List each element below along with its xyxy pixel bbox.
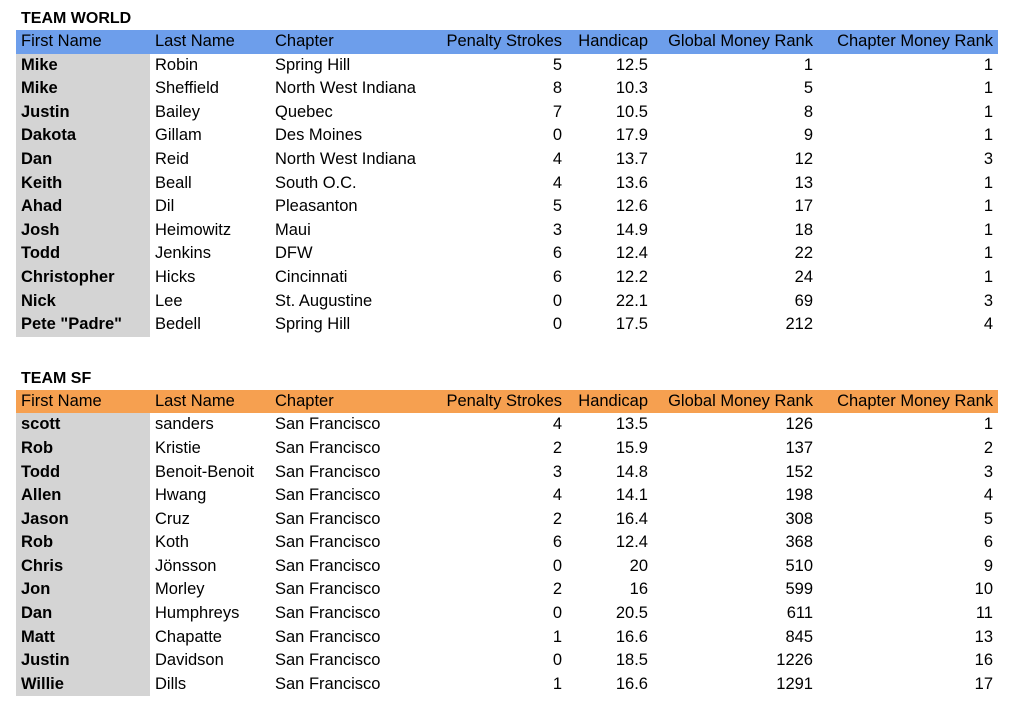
table-row <box>16 290 998 314</box>
cell-global-money-rank[interactable]: 1 <box>803 55 813 74</box>
cell-chapter-money-rank[interactable]: 1 <box>983 126 993 145</box>
cell-chapter[interactable]: San Francisco <box>275 486 381 505</box>
cell-handicap[interactable]: 14.8 <box>615 462 648 481</box>
cell-first-name[interactable]: Chris <box>16 555 150 579</box>
cell-chapter[interactable]: Spring Hill <box>275 55 351 74</box>
cell-last-name[interactable]: sanders <box>155 415 214 434</box>
column-header-penalty-strokes[interactable]: Penalty Strokes <box>433 30 567 54</box>
cell-chapter-money-rank[interactable]: 1 <box>983 267 993 286</box>
cell-chapter-money-rank[interactable]: 1 <box>983 220 993 239</box>
cell-chapter[interactable]: DFW <box>275 244 313 263</box>
cell-penalty-strokes[interactable]: 2 <box>552 438 562 457</box>
cell-handicap[interactable]: 12.6 <box>615 197 648 216</box>
cell-penalty-strokes[interactable]: 3 <box>552 462 562 481</box>
cell-handicap[interactable]: 13.5 <box>615 415 648 434</box>
table-row <box>16 555 998 579</box>
cell-first-name[interactable]: Matt <box>16 626 150 650</box>
cell-last-name[interactable]: Benoit-Benoit <box>155 462 255 481</box>
cell-chapter-money-rank[interactable]: 10 <box>974 580 993 599</box>
cell-handicap[interactable]: 20 <box>629 556 648 575</box>
cell-chapter[interactable]: San Francisco <box>275 627 381 646</box>
table-row <box>16 148 998 172</box>
cell-first-name[interactable]: Dan <box>16 148 150 172</box>
cell-chapter-money-rank[interactable]: 1 <box>983 197 993 216</box>
cell-chapter[interactable]: San Francisco <box>275 438 381 457</box>
cell-handicap[interactable]: 16.6 <box>615 674 648 693</box>
cell-chapter[interactable]: St. Augustine <box>275 291 373 310</box>
table-row <box>16 649 998 673</box>
cell-handicap[interactable]: 15.9 <box>615 438 648 457</box>
cell-global-money-rank[interactable]: 1291 <box>776 674 813 693</box>
cell-chapter-money-rank[interactable]: 1 <box>983 55 993 74</box>
cell-global-money-rank[interactable]: 845 <box>785 627 813 646</box>
cell-penalty-strokes[interactable]: 0 <box>552 126 562 145</box>
table-row <box>16 313 998 337</box>
column-header-handicap[interactable]: Handicap <box>567 30 653 54</box>
cell-global-money-rank[interactable]: 152 <box>785 462 813 481</box>
cell-handicap[interactable]: 10.5 <box>615 102 648 121</box>
cell-last-name[interactable]: Dil <box>155 197 175 216</box>
cell-chapter-money-rank[interactable]: 17 <box>974 674 993 693</box>
cell-last-name[interactable]: Cruz <box>155 509 190 528</box>
cell-first-name[interactable]: Jon <box>16 578 150 602</box>
cell-first-name[interactable]: Dan <box>16 602 150 626</box>
cell-global-money-rank[interactable]: 137 <box>785 438 813 457</box>
cell-chapter[interactable]: Cincinnati <box>275 267 348 286</box>
cell-global-money-rank[interactable]: 212 <box>785 315 813 334</box>
cell-last-name[interactable]: Jönsson <box>155 556 217 575</box>
cell-handicap[interactable]: 16.4 <box>615 509 648 528</box>
column-header-chapter-money-rank[interactable]: Chapter Money Rank <box>818 390 998 414</box>
cell-chapter-money-rank[interactable]: 3 <box>983 291 993 310</box>
cell-first-name[interactable]: Mike <box>16 77 150 101</box>
cell-chapter-money-rank[interactable]: 11 <box>975 604 993 623</box>
cell-global-money-rank[interactable]: 24 <box>794 267 813 286</box>
cell-global-money-rank[interactable]: 510 <box>785 556 813 575</box>
cell-handicap[interactable]: 17.9 <box>615 126 648 145</box>
cell-chapter[interactable]: Spring Hill <box>275 315 351 334</box>
cell-first-name[interactable]: Pete "Padre" <box>16 313 150 337</box>
team-title: TEAM SF <box>21 369 92 387</box>
cell-global-money-rank[interactable]: 69 <box>794 291 813 310</box>
table-row <box>16 578 998 602</box>
cell-penalty-strokes[interactable]: 4 <box>552 415 562 434</box>
cell-global-money-rank[interactable]: 198 <box>785 486 813 505</box>
table-row <box>16 602 998 626</box>
cell-last-name[interactable]: Bedell <box>155 315 201 334</box>
table-row <box>16 195 998 219</box>
cell-penalty-strokes[interactable]: 0 <box>552 604 562 623</box>
cell-penalty-strokes[interactable]: 3 <box>552 220 562 239</box>
cell-chapter[interactable]: Des Moines <box>275 126 363 145</box>
cell-global-money-rank[interactable]: 599 <box>785 580 813 599</box>
cell-penalty-strokes[interactable]: 2 <box>552 580 562 599</box>
cell-first-name[interactable]: Dakota <box>16 124 150 148</box>
cell-last-name[interactable]: Hicks <box>155 267 196 286</box>
cell-chapter-money-rank[interactable]: 1 <box>983 415 993 434</box>
cell-chapter[interactable]: San Francisco <box>275 533 381 552</box>
column-header-global-money-rank[interactable]: Global Money Rank <box>653 390 818 414</box>
cell-chapter-money-rank[interactable]: 1 <box>983 79 993 98</box>
cell-chapter[interactable]: San Francisco <box>275 415 381 434</box>
cell-chapter[interactable]: San Francisco <box>275 674 381 693</box>
cell-handicap[interactable]: 13.7 <box>615 149 648 168</box>
cell-chapter-money-rank[interactable]: 1 <box>983 102 993 121</box>
cell-chapter[interactable]: South O.C. <box>275 173 357 192</box>
cell-chapter[interactable]: North West Indiana <box>275 149 416 168</box>
cell-first-name[interactable]: Nick <box>16 290 150 314</box>
cell-first-name[interactable]: Rob <box>16 531 150 555</box>
cell-global-money-rank[interactable]: 368 <box>785 533 813 552</box>
cell-global-money-rank[interactable]: 5 <box>803 79 813 98</box>
cell-penalty-strokes[interactable]: 7 <box>552 102 562 121</box>
table-row <box>16 242 998 266</box>
cell-first-name[interactable]: Allen <box>16 484 150 508</box>
cell-penalty-strokes[interactable]: 1 <box>552 627 562 646</box>
cell-last-name[interactable]: Beall <box>155 173 192 192</box>
cell-chapter[interactable]: Quebec <box>275 102 333 121</box>
cell-last-name[interactable]: Reid <box>155 149 189 168</box>
cell-penalty-strokes[interactable]: 1 <box>552 674 562 693</box>
section-spacer <box>16 337 998 368</box>
cell-handicap[interactable]: 12.4 <box>615 244 648 263</box>
cell-handicap[interactable]: 18.5 <box>615 651 648 670</box>
cell-handicap[interactable]: 12.5 <box>615 55 648 74</box>
cell-penalty-strokes[interactable]: 4 <box>552 149 562 168</box>
cell-penalty-strokes[interactable]: 8 <box>552 79 562 98</box>
column-header-chapter[interactable]: Chapter <box>270 390 433 414</box>
cell-chapter[interactable]: San Francisco <box>275 509 381 528</box>
cell-chapter[interactable]: San Francisco <box>275 556 381 575</box>
cell-first-name[interactable]: Mike <box>16 54 150 78</box>
cell-chapter[interactable]: San Francisco <box>275 604 381 623</box>
cell-chapter-money-rank[interactable]: 4 <box>983 315 993 334</box>
cell-chapter-money-rank[interactable]: 13 <box>974 627 993 646</box>
cell-handicap[interactable]: 10.3 <box>615 79 648 98</box>
cell-first-name[interactable]: Josh <box>16 219 150 243</box>
cell-penalty-strokes[interactable]: 6 <box>552 533 562 552</box>
table-row <box>16 626 998 650</box>
header-row <box>16 30 998 54</box>
table-row <box>16 673 998 697</box>
cell-chapter[interactable]: Maui <box>275 220 311 239</box>
cell-penalty-strokes[interactable]: 2 <box>552 509 562 528</box>
cell-penalty-strokes[interactable]: 0 <box>552 556 562 575</box>
cell-global-money-rank[interactable]: 17 <box>794 197 813 216</box>
cell-chapter-money-rank[interactable]: 6 <box>983 533 993 552</box>
table-row <box>16 437 998 461</box>
cell-chapter[interactable]: San Francisco <box>275 462 381 481</box>
cell-last-name[interactable]: Jenkins <box>155 244 211 263</box>
cell-chapter[interactable]: Pleasanton <box>275 197 358 216</box>
table-row <box>16 508 998 532</box>
cell-last-name[interactable]: Davidson <box>155 651 224 670</box>
cell-first-name[interactable]: Justin <box>16 649 150 673</box>
cell-global-money-rank[interactable]: 126 <box>785 415 813 434</box>
table-row <box>16 172 998 196</box>
cell-chapter-money-rank[interactable]: 16 <box>974 651 993 670</box>
table-row <box>16 413 998 437</box>
cell-last-name[interactable]: Gillam <box>155 126 202 145</box>
cell-last-name[interactable]: Robin <box>155 55 199 74</box>
team-table <box>16 390 998 697</box>
column-header-handicap[interactable]: Handicap <box>567 390 653 414</box>
cell-penalty-strokes[interactable]: 6 <box>552 244 562 263</box>
cell-first-name[interactable]: Jason <box>16 508 150 532</box>
cell-chapter[interactable]: San Francisco <box>275 651 381 670</box>
column-header-last-name[interactable]: Last Name <box>150 30 270 54</box>
cell-last-name[interactable]: Dills <box>155 674 187 693</box>
team-title: TEAM WORLD <box>21 10 132 27</box>
cell-handicap[interactable]: 20.5 <box>615 604 648 623</box>
spreadsheet <box>16 8 998 696</box>
cell-last-name[interactable]: Humphreys <box>155 604 240 623</box>
cell-last-name[interactable]: Lee <box>155 291 183 310</box>
cell-global-money-rank[interactable]: 611 <box>786 604 813 623</box>
cell-penalty-strokes[interactable]: 6 <box>552 267 562 286</box>
cell-chapter-money-rank[interactable]: 1 <box>983 173 993 192</box>
cell-global-money-rank[interactable]: 18 <box>794 220 813 239</box>
cell-chapter-money-rank[interactable]: 5 <box>983 509 993 528</box>
cell-global-money-rank[interactable]: 9 <box>803 126 813 145</box>
cell-first-name[interactable]: Todd <box>16 242 150 266</box>
cell-chapter-money-rank[interactable]: 3 <box>983 462 993 481</box>
table-row <box>16 124 998 148</box>
cell-chapter-money-rank[interactable]: 9 <box>983 556 993 575</box>
cell-handicap[interactable]: 17.5 <box>615 315 648 334</box>
cell-handicap[interactable]: 12.2 <box>615 267 648 286</box>
table-row <box>16 461 998 485</box>
team-table <box>16 30 998 337</box>
table-row <box>16 77 998 101</box>
cell-chapter-money-rank[interactable]: 4 <box>983 486 993 505</box>
cell-handicap[interactable]: 14.9 <box>615 220 648 239</box>
cell-handicap[interactable]: 16.6 <box>615 627 648 646</box>
cell-chapter[interactable]: San Francisco <box>275 580 381 599</box>
cell-handicap[interactable]: 14.1 <box>615 486 648 505</box>
table-row <box>16 484 998 508</box>
cell-last-name[interactable]: Kristie <box>155 438 201 457</box>
cell-chapter-money-rank[interactable]: 1 <box>983 244 993 263</box>
column-header-last-name[interactable]: Last Name <box>150 390 270 414</box>
cell-last-name[interactable]: Chapatte <box>155 627 222 646</box>
cell-last-name[interactable]: Heimowitz <box>155 220 232 239</box>
column-header-penalty-strokes[interactable]: Penalty Strokes <box>433 390 567 414</box>
cell-penalty-strokes[interactable]: 4 <box>552 173 562 192</box>
cell-penalty-strokes[interactable]: 0 <box>552 651 562 670</box>
cell-global-money-rank[interactable]: 8 <box>803 102 813 121</box>
cell-global-money-rank[interactable]: 12 <box>794 149 813 168</box>
column-header-first-name[interactable]: First Name <box>16 30 150 54</box>
cell-first-name[interactable]: Justin <box>16 101 150 125</box>
table-row <box>16 54 998 78</box>
cell-last-name[interactable]: Bailey <box>155 102 200 121</box>
cell-penalty-strokes[interactable]: 0 <box>552 291 562 310</box>
cell-chapter[interactable]: North West Indiana <box>275 79 416 98</box>
cell-global-money-rank[interactable]: 308 <box>785 509 813 528</box>
column-header-chapter-money-rank[interactable]: Chapter Money Rank <box>818 30 998 54</box>
table-row <box>16 531 998 555</box>
cell-global-money-rank[interactable]: 13 <box>794 173 813 192</box>
cell-handicap[interactable]: 13.6 <box>615 173 648 192</box>
column-header-global-money-rank[interactable]: Global Money Rank <box>653 30 818 54</box>
cell-first-name[interactable]: Rob <box>16 437 150 461</box>
cell-first-name[interactable]: Ahad <box>16 195 150 219</box>
cell-global-money-rank[interactable]: 22 <box>794 244 813 263</box>
cell-first-name[interactable]: Willie <box>16 673 150 697</box>
cell-last-name[interactable]: Morley <box>155 580 205 599</box>
table-row <box>16 101 998 125</box>
cell-penalty-strokes[interactable]: 4 <box>552 486 562 505</box>
cell-first-name[interactable]: scott <box>16 413 150 437</box>
cell-penalty-strokes[interactable]: 5 <box>552 55 562 74</box>
cell-first-name[interactable]: Todd <box>16 461 150 485</box>
cell-last-name[interactable]: Koth <box>155 533 189 552</box>
header-row <box>16 390 998 414</box>
cell-handicap[interactable]: 16 <box>629 580 648 599</box>
table-row <box>16 266 998 290</box>
cell-first-name[interactable]: Keith <box>16 172 150 196</box>
cell-last-name[interactable]: Hwang <box>155 486 207 505</box>
cell-penalty-strokes[interactable]: 0 <box>552 315 562 334</box>
cell-chapter-money-rank[interactable]: 3 <box>983 149 993 168</box>
cell-global-money-rank[interactable]: 1226 <box>776 651 813 670</box>
column-header-first-name[interactable]: First Name <box>16 390 150 414</box>
cell-handicap[interactable]: 22.1 <box>615 291 648 310</box>
table-row <box>16 219 998 243</box>
cell-penalty-strokes[interactable]: 5 <box>552 197 562 216</box>
cell-handicap[interactable]: 12.4 <box>615 533 648 552</box>
column-header-chapter[interactable]: Chapter <box>270 30 433 54</box>
cell-first-name[interactable]: Christopher <box>16 266 150 290</box>
cell-last-name[interactable]: Sheffield <box>155 79 219 98</box>
cell-chapter-money-rank[interactable]: 2 <box>983 438 993 457</box>
